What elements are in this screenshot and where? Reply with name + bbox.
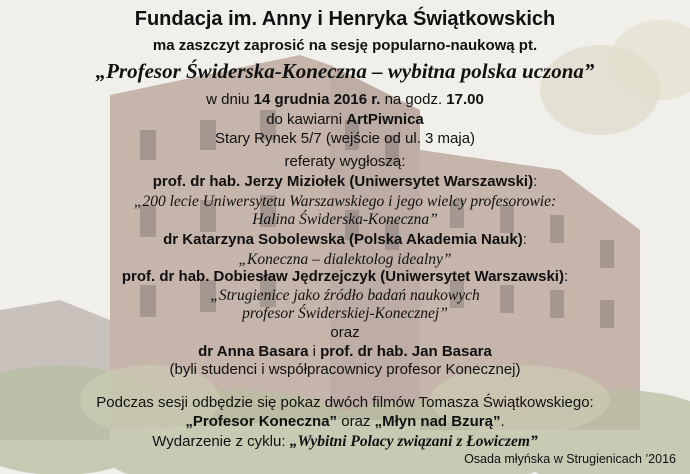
film-1-title: „Profesor Koneczna”: [185, 413, 338, 430]
films-intro: Podczas sesji odbędzie się pokaz dwóch filmów Tomasza Świątkowskiego:: [96, 394, 594, 411]
guest-2-name: prof. dr hab. Jan Basara: [320, 343, 492, 360]
films-titles: „Profesor Koneczna” oraz „Młyn nad Bzurą”.: [185, 413, 505, 430]
speaker-3-talk-line-2: profesor Świderskiej-Konecznej”: [242, 305, 448, 322]
guests-names: dr Anna Basara i prof. dr hab. Jan Basara: [198, 343, 492, 360]
invitation-subtitle: ma zaszczyt zaprosić na sesję popularno-naukową pt.: [152, 37, 538, 54]
series-name: „Wybitni Polacy związani z Łowiczem”: [289, 433, 538, 450]
event-time: 17.00: [446, 91, 484, 108]
speaker-3-name: prof. dr hab. Dobiesław Jędrzejczyk (Uniwersytet Warszawski):: [121, 268, 569, 285]
date-line: w dniu 14 grudnia 2016 r. na godz. 17.00: [206, 91, 484, 108]
series-line: Wydarzenie z cyklu: „Wybitni Polacy związani z Łowiczem”: [152, 433, 538, 450]
foundation-title: Fundacja im. Anny i Henryka Świątkowskich: [134, 8, 556, 30]
speaker-2-talk: „Koneczna – dialektolog idealny”: [238, 251, 452, 268]
venue-line: do kawiarni ArtPiwnica: [266, 111, 424, 128]
speakers-intro: referaty wygłoszą:: [284, 153, 406, 170]
speaker-1-talk-line-1: „200 lecie Uniwersytetu Warszawskiego i jego wielcy profesorowie:: [133, 193, 557, 210]
photo-caption: Osada młyńska w Strugienicach ’2016: [464, 452, 676, 466]
speaker-1-name: prof. dr hab. Jerzy Miziołek (Uniwersytet Warszawski):: [152, 173, 538, 190]
event-date: 14 grudnia 2016 r.: [253, 91, 381, 108]
guests-note: (byli studenci i współpracownicy profesor Konecznej): [169, 361, 521, 378]
speaker-1-talk-line-2: Halina Świderska-Koneczna”: [252, 211, 438, 228]
guest-1-name: dr Anna Basara: [198, 343, 309, 360]
speaker-2-name: dr Katarzyna Sobolewska (Polska Akademia Nauk):: [163, 231, 527, 248]
guests-connector: oraz: [330, 324, 360, 341]
event-title: „Profesor Świderska-Koneczna – wybitna polska uczona”: [95, 59, 595, 83]
film-2-title: „Młyn nad Bzurą”: [374, 413, 501, 430]
speaker-3-talk-line-1: „Strugienice jako źródło badań naukowych: [210, 287, 480, 304]
venue-name: ArtPiwnica: [346, 111, 424, 128]
address-line: Stary Rynek 5/7 (wejście od ul. 3 maja): [214, 130, 476, 147]
